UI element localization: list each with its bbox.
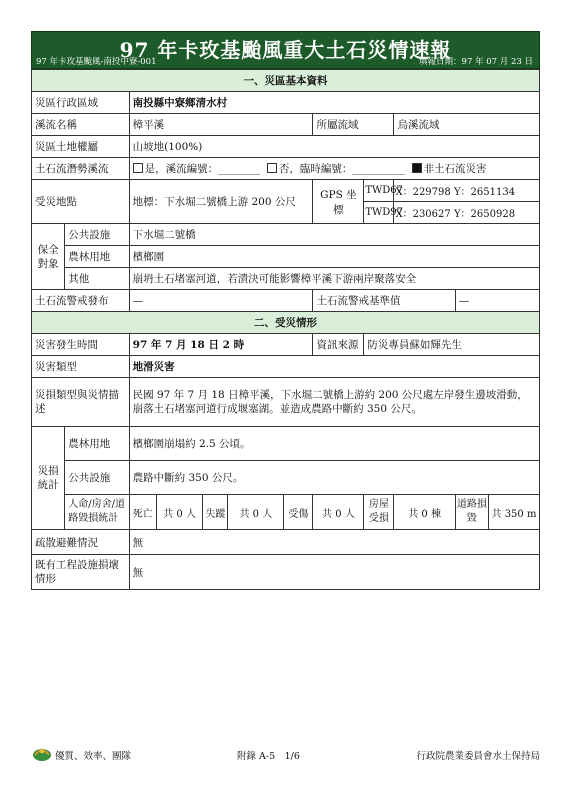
time-value: 97 年 7 月 18 日 2 時 xyxy=(129,334,313,356)
gps-label: GPS 坐標 xyxy=(313,180,364,224)
stream-value: 樟平溪 xyxy=(129,114,313,136)
stream-label: 溪流名稱 xyxy=(32,114,130,136)
eng-value: 無 xyxy=(129,555,539,590)
stat-farm-label: 農林用地 xyxy=(65,427,129,461)
report-title: 97 年卡玫基颱風重大土石災情速報 xyxy=(119,38,452,62)
injured-label: 受傷 xyxy=(284,495,313,530)
protect-facility-value: 下水堀二號橋 xyxy=(129,224,539,246)
debris-label: 土石流潛勢溪流 xyxy=(32,158,130,180)
footer-agency: 行政院農業委員會水土保持局 xyxy=(416,751,540,762)
protect-other-value: 崩坍土石堵塞河道，若潰決可能影響樟平溪下游兩岸聚落安全 xyxy=(129,268,539,290)
stat-facility-label: 公共設施 xyxy=(65,461,129,495)
source-label: 資訊來源 xyxy=(313,334,364,356)
basin-label: 所屬流域 xyxy=(313,114,394,136)
debris-opt-yes: 是，溪流編號：________ xyxy=(144,163,261,175)
site-value: 地標：下水堀二號橋上游 200 公尺 xyxy=(129,180,313,224)
protect-label: 保全對象 xyxy=(32,224,65,290)
missing-value: 共 0 人 xyxy=(228,495,284,530)
page-footer xyxy=(31,744,540,764)
house-label: 房屋受損 xyxy=(364,495,394,530)
report-form xyxy=(31,69,540,590)
warn-label: 土石流警戒發布 xyxy=(32,290,130,312)
std-value: — xyxy=(455,290,539,312)
type-label: 災害類型 xyxy=(32,356,130,378)
footer-slogan: 優質、效率、團隊 xyxy=(55,751,132,762)
protect-other-label: 其他 xyxy=(65,268,129,290)
debris-opt-no: 否，臨時編號：__________ xyxy=(278,163,405,175)
checkbox-non-debris[interactable] xyxy=(412,163,422,173)
dead-label: 死亡 xyxy=(129,495,156,530)
eng-label: 既有工程設施損壞情形 xyxy=(32,555,130,590)
land-value: 山坡地(100%) xyxy=(129,136,539,158)
bureau-logo-icon xyxy=(31,744,53,762)
casualty-label: 人命/房舍/道路毀損統計 xyxy=(65,495,129,530)
warn-value: — xyxy=(129,290,313,312)
land-label: 災區土地權屬 xyxy=(32,136,130,158)
road-value: 共 350 m xyxy=(488,495,539,530)
time-label: 災害發生時間 xyxy=(32,334,130,356)
protect-farm-value: 檳榔園 xyxy=(129,246,539,268)
stat-farm-value: 檳榔園崩塌約 2.5 公頃。 xyxy=(129,427,539,461)
section2-heading: 二、受災情形 xyxy=(32,312,540,334)
std-label: 土石流警戒基準值 xyxy=(313,290,455,312)
debris-options xyxy=(129,158,539,180)
twd97-label: TWD97 xyxy=(364,202,394,224)
twd97-value: X：230627 Y：2650928 xyxy=(394,202,540,224)
twd67-label: TWD67 xyxy=(364,180,394,202)
protect-facility-label: 公共設施 xyxy=(65,224,129,246)
area-value: 南投縣中寮鄉清水村 xyxy=(129,92,539,114)
area-label: 災區行政區域 xyxy=(32,92,130,114)
evac-value: 無 xyxy=(129,530,539,555)
checkbox-yes[interactable] xyxy=(133,163,143,173)
missing-label: 失蹤 xyxy=(203,495,228,530)
house-value: 共 0 棟 xyxy=(394,495,455,530)
checkbox-no[interactable] xyxy=(267,163,277,173)
debris-opt-non: 非土石流災害 xyxy=(423,163,487,175)
source-value: 防災專員蘇如輝先生 xyxy=(364,334,540,356)
injured-value: 共 0 人 xyxy=(313,495,364,530)
desc-value: 民國 97 年 7 月 18 日樟平溪，下水堀二號橋上游約 200 公尺處左岸發生邊坡滑動，崩落土石堵塞河道行成堰塞湖。並造成農路中斷約 350 公尺。 xyxy=(129,378,539,427)
protect-farm-label: 農林用地 xyxy=(65,246,129,268)
site-label: 受災地點 xyxy=(32,180,130,224)
twd67-value: X：229798 Y：2651134 xyxy=(394,180,540,202)
road-label: 道路損毀 xyxy=(455,495,488,530)
report-page xyxy=(31,31,540,590)
evac-label: 疏散避難情況 xyxy=(32,530,130,555)
stat-facility-value: 農路中斷約 350 公尺。 xyxy=(129,461,539,495)
stat-label: 災損統計 xyxy=(32,427,65,530)
report-banner xyxy=(31,31,540,69)
report-subtitle: 97 年卡玫基颱風-南投中寮-001 xyxy=(36,57,157,67)
footer-page-number: 附錄 A-5 1/6 xyxy=(237,751,300,762)
section1-heading: 一、災區基本資料 xyxy=(32,70,540,92)
basin-value: 烏溪流域 xyxy=(394,114,540,136)
dead-value: 共 0 人 xyxy=(156,495,203,530)
report-date: 填報日期：97 年 07 月 23 日 xyxy=(419,57,533,67)
desc-label: 災損類型與災情描述 xyxy=(32,378,130,427)
type-value: 地滑災害 xyxy=(129,356,539,378)
